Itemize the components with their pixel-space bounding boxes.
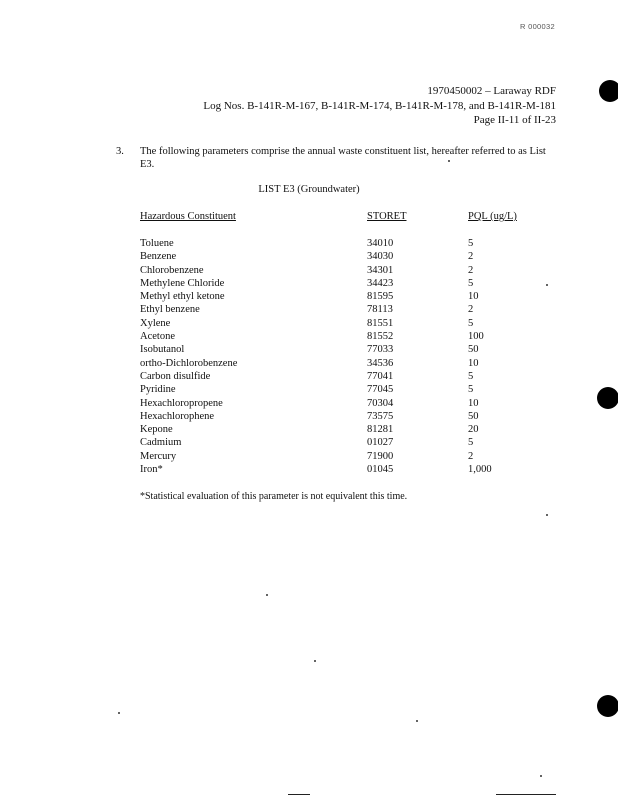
cell-pql: 5	[468, 437, 474, 449]
table-row	[140, 357, 548, 370]
paragraph-3	[116, 145, 561, 171]
header-facility-line: 1970450002 – Laraway RDF	[427, 85, 556, 97]
cell-constituent: Mercury	[140, 450, 177, 462]
cell-pql: 2	[468, 251, 474, 263]
scan-speck	[448, 160, 450, 162]
cell-pql: 5	[468, 384, 474, 396]
cell-pql: 5	[468, 317, 474, 329]
cell-pql: 50	[468, 410, 479, 422]
cell-constituent: Ethyl benzene	[140, 304, 200, 316]
scan-speck	[540, 775, 542, 777]
punch-hole-bottom	[597, 695, 618, 717]
cell-storet: 34301	[367, 264, 394, 276]
bates-stamp: R 000032	[520, 22, 555, 31]
table-row	[140, 330, 548, 343]
cell-storet: 77041	[367, 370, 394, 382]
table-row	[140, 436, 548, 449]
cell-storet: 71900	[367, 450, 394, 462]
cell-constituent: Xylene	[140, 317, 171, 329]
table-row	[140, 343, 548, 356]
header-page-number-line: Page II-11 of II-23	[473, 114, 556, 126]
table-row	[140, 303, 548, 316]
cell-constituent: Cadmium	[140, 437, 182, 449]
cell-pql: 2	[468, 264, 474, 276]
cell-storet: 34423	[367, 277, 394, 289]
paragraph-number: 3.	[116, 146, 124, 157]
table-row	[140, 397, 548, 410]
table-header-row	[140, 211, 548, 225]
header-pql: PQL (ug/L)	[468, 211, 517, 222]
cell-pql: 20	[468, 424, 479, 436]
cell-pql: 10	[468, 291, 479, 303]
cell-storet: 81281	[367, 424, 394, 436]
cell-pql: 2	[468, 450, 474, 462]
cell-constituent: Carbon disulfide	[140, 370, 211, 382]
cell-constituent: Kepone	[140, 424, 173, 436]
table-row	[140, 410, 548, 423]
cell-storet: 77045	[367, 384, 394, 396]
constituent-table	[140, 211, 548, 476]
table-row	[140, 317, 548, 330]
cell-storet: 34536	[367, 357, 394, 369]
scan-edge-mark	[496, 794, 556, 795]
header-constituent: Hazardous Constituent	[140, 211, 236, 222]
table-row	[140, 277, 548, 290]
cell-pql: 5	[468, 238, 474, 249]
cell-constituent: Hexachlorophene	[140, 410, 215, 422]
cell-storet: 81551	[367, 317, 394, 329]
table-row	[140, 250, 548, 263]
cell-constituent: Hexachloropropene	[140, 397, 223, 409]
table-row	[140, 264, 548, 277]
punch-hole-top	[599, 80, 618, 102]
paragraph-text: The following parameters comprise the annual waste constituent list, hereafter referred to as List E3.	[140, 146, 546, 170]
cell-constituent: Iron*	[140, 464, 163, 476]
cell-storet: 73575	[367, 410, 394, 422]
cell-constituent: Methyl ethyl ketone	[140, 291, 225, 303]
scan-speck	[118, 712, 120, 714]
cell-pql: 5	[468, 277, 474, 289]
table-row	[140, 423, 548, 436]
cell-pql: 10	[468, 357, 479, 369]
cell-constituent: Chlorobenzene	[140, 264, 204, 276]
table-body	[140, 237, 548, 476]
cell-pql: 10	[468, 397, 479, 409]
cell-storet: 34030	[367, 251, 394, 263]
cell-storet: 78113	[367, 304, 393, 316]
scan-speck	[546, 284, 548, 286]
scan-speck	[546, 514, 548, 516]
table-row	[140, 290, 548, 303]
cell-constituent: Methylene Chloride	[140, 277, 225, 289]
cell-constituent: ortho-Dichlorobenzene	[140, 357, 238, 369]
table-row	[140, 370, 548, 383]
cell-constituent: Pyridine	[140, 384, 176, 396]
cell-constituent: Isobutanol	[140, 344, 185, 356]
cell-pql: 1,000	[468, 464, 492, 476]
cell-constituent: Benzene	[140, 251, 177, 263]
cell-storet: 70304	[367, 397, 394, 409]
header-storet: STORET	[367, 211, 407, 222]
header-log-numbers-line: Log Nos. B-141R-M-167, B-141R-M-174, B-141R-M-178, and B-141R-M-181	[203, 99, 556, 112]
cell-pql: 5	[468, 370, 474, 382]
punch-hole-middle	[597, 387, 618, 409]
cell-constituent: Toluene	[140, 238, 174, 249]
scan-edge-mark	[288, 794, 310, 795]
cell-storet: 01045	[367, 464, 394, 476]
cell-storet: 34010	[367, 238, 394, 249]
table-row	[140, 383, 548, 396]
table-footnote: *Statistical evaluation of this parameter is not equivalent this time.	[140, 491, 408, 502]
table-row	[140, 463, 548, 476]
table-row	[140, 450, 548, 463]
scan-speck	[266, 594, 268, 596]
cell-storet: 01027	[367, 437, 394, 449]
cell-pql: 50	[468, 344, 479, 356]
cell-storet: 81595	[367, 291, 394, 303]
cell-constituent: Acetone	[140, 331, 175, 343]
scan-speck	[416, 720, 418, 722]
cell-storet: 77033	[367, 344, 394, 356]
cell-pql: 100	[468, 331, 484, 343]
cell-storet: 81552	[367, 331, 394, 343]
list-title: LIST E3 (Groundwater)	[258, 184, 360, 195]
document-header	[203, 84, 556, 128]
cell-pql: 2	[468, 304, 474, 316]
table-row	[140, 237, 548, 250]
scan-speck	[314, 660, 316, 662]
